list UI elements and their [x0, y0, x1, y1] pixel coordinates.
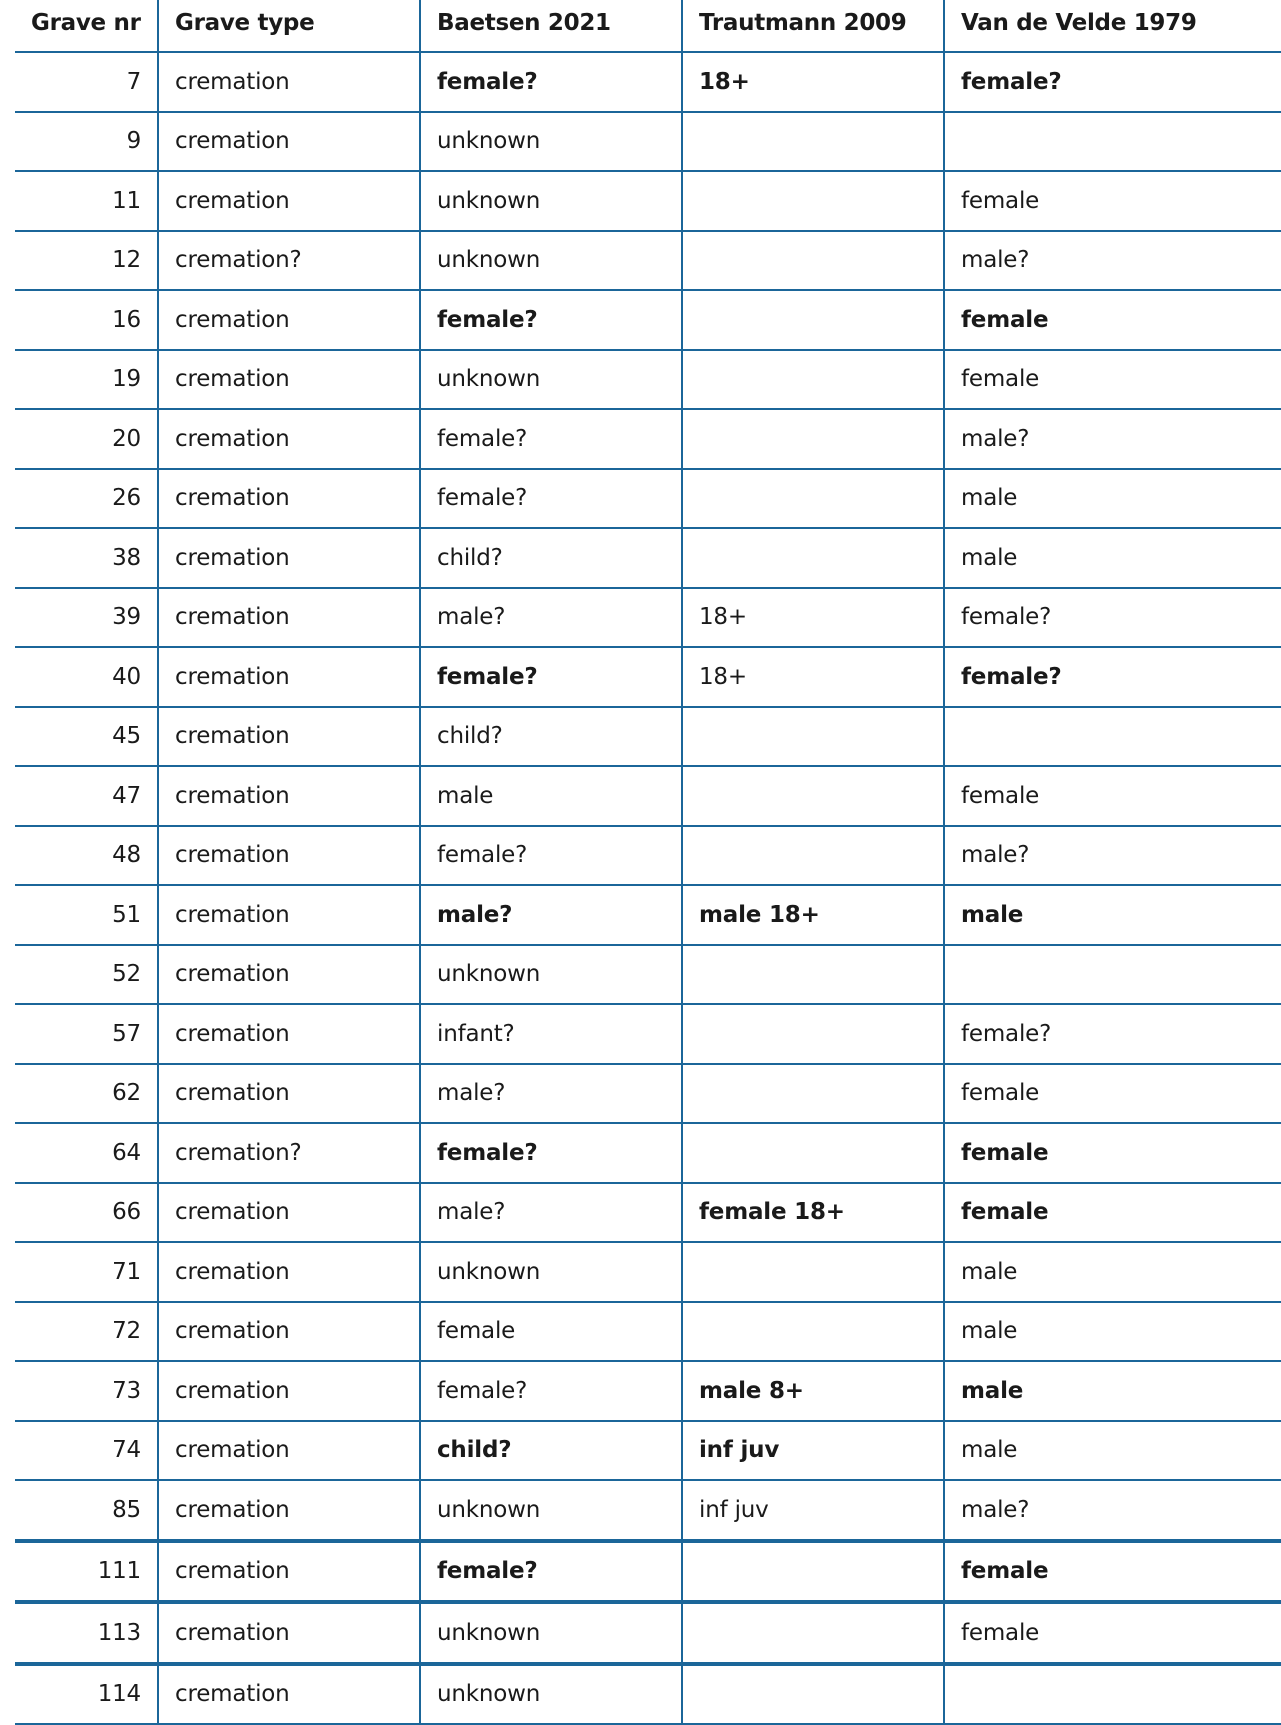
- baetsen-cell: female?: [420, 290, 682, 350]
- baetsen-cell: child?: [420, 528, 682, 588]
- grave-nr-cell: 45: [112, 723, 141, 750]
- grave-type-cell: cremation: [158, 826, 420, 886]
- header-row: [15, 0, 1281, 52]
- van-de-velde-cell: female?: [944, 52, 1281, 112]
- baetsen-cell: female?: [420, 1541, 682, 1603]
- baetsen-cell: female?: [420, 647, 682, 707]
- grave-nr-cell: 48: [112, 842, 141, 869]
- trautmann-cell: 18+: [682, 52, 944, 112]
- grave-type-cell: cremation: [158, 1421, 420, 1481]
- table-row: [15, 290, 1281, 350]
- baetsen-cell: female?: [420, 52, 682, 112]
- grave-nr-cell: 66: [112, 1199, 141, 1226]
- grave-nr-cell: 85: [112, 1496, 141, 1523]
- grave-nr-cell: 52: [112, 961, 141, 988]
- trautmann-cell: female 18+: [682, 1183, 944, 1243]
- grave-type-cell: cremation: [158, 1541, 420, 1603]
- table-row: [15, 707, 1281, 767]
- grave-type-cell: cremation: [158, 1183, 420, 1243]
- table-row: [15, 409, 1281, 469]
- table-row: [15, 885, 1281, 945]
- grave-type-cell: cremation: [158, 885, 420, 945]
- header-baetsen-2021: Baetsen 2021: [420, 0, 682, 52]
- baetsen-cell: unknown: [420, 350, 682, 410]
- header-grave-nr: Grave nr: [31, 9, 141, 36]
- grave-nr-cell: 9: [126, 128, 141, 155]
- van-de-velde-cell: [944, 945, 1281, 1005]
- grave-nr-cell: 11: [112, 187, 141, 214]
- header-trautmann-2009: Trautmann 2009: [682, 0, 944, 52]
- baetsen-cell: child?: [420, 1421, 682, 1481]
- grave-type-cell: cremation: [158, 1664, 420, 1725]
- grave-type-cell: cremation: [158, 171, 420, 231]
- baetsen-cell: unknown: [420, 171, 682, 231]
- trautmann-cell: [682, 112, 944, 172]
- trautmann-cell: [682, 1664, 944, 1725]
- van-de-velde-cell: female?: [944, 1004, 1281, 1064]
- grave-type-cell: cremation: [158, 350, 420, 410]
- trautmann-cell: [682, 409, 944, 469]
- trautmann-cell: [682, 1064, 944, 1124]
- trautmann-cell: [682, 231, 944, 291]
- table-header: [15, 0, 1281, 52]
- grave-nr-cell: 62: [112, 1080, 141, 1107]
- table-row: [15, 231, 1281, 291]
- trautmann-cell: [682, 290, 944, 350]
- table-row: [15, 112, 1281, 172]
- table-row: [15, 171, 1281, 231]
- trautmann-cell: [682, 1602, 944, 1664]
- grave-type-cell: cremation: [158, 409, 420, 469]
- table-row: [15, 1421, 1281, 1481]
- baetsen-cell: infant?: [420, 1004, 682, 1064]
- baetsen-cell: female?: [420, 409, 682, 469]
- van-de-velde-cell: male?: [944, 409, 1281, 469]
- trautmann-cell: male 8+: [682, 1361, 944, 1421]
- table-row: [15, 1123, 1281, 1183]
- trautmann-cell: [682, 1302, 944, 1362]
- table-row: [15, 826, 1281, 886]
- grave-type-cell: cremation: [158, 112, 420, 172]
- grave-type-cell: cremation: [158, 707, 420, 767]
- van-de-velde-cell: [944, 707, 1281, 767]
- table-row: [15, 945, 1281, 1005]
- trautmann-cell: [682, 1123, 944, 1183]
- baetsen-cell: unknown: [420, 1242, 682, 1302]
- table-row: [15, 1004, 1281, 1064]
- grave-type-cell: cremation: [158, 1602, 420, 1664]
- van-de-velde-cell: male: [944, 885, 1281, 945]
- van-de-velde-cell: female?: [944, 588, 1281, 648]
- table-row: [15, 469, 1281, 529]
- baetsen-cell: male?: [420, 1064, 682, 1124]
- table-row: [15, 350, 1281, 410]
- header-grave-type: Grave type: [158, 0, 420, 52]
- table-row: [15, 766, 1281, 826]
- grave-type-cell: cremation: [158, 290, 420, 350]
- van-de-velde-cell: [944, 1664, 1281, 1725]
- grave-nr-cell: 39: [112, 604, 141, 631]
- grave-type-cell: cremation: [158, 52, 420, 112]
- grave-nr-cell: 74: [112, 1437, 141, 1464]
- trautmann-cell: inf juv: [682, 1421, 944, 1481]
- header-van-de-velde-1979: Van de Velde 1979: [944, 0, 1281, 52]
- trautmann-cell: male 18+: [682, 885, 944, 945]
- van-de-velde-cell: male: [944, 1361, 1281, 1421]
- grave-type-cell: cremation?: [158, 231, 420, 291]
- table-row: [15, 52, 1281, 112]
- van-de-velde-cell: male: [944, 528, 1281, 588]
- grave-type-cell: cremation: [158, 469, 420, 529]
- grave-data-table: [15, 0, 1281, 1725]
- trautmann-cell: [682, 350, 944, 410]
- grave-nr-cell: 57: [112, 1020, 141, 1047]
- grave-type-cell: cremation: [158, 1361, 420, 1421]
- grave-nr-cell: 47: [112, 782, 141, 809]
- trautmann-cell: [682, 1541, 944, 1603]
- van-de-velde-cell: female: [944, 350, 1281, 410]
- trautmann-cell: [682, 469, 944, 529]
- table-row: [15, 1480, 1281, 1541]
- van-de-velde-cell: male: [944, 469, 1281, 529]
- table-row: [15, 1183, 1281, 1243]
- baetsen-cell: female?: [420, 826, 682, 886]
- table-row: [15, 1064, 1281, 1124]
- table-row: [15, 1602, 1281, 1664]
- grave-nr-cell: 20: [112, 425, 141, 452]
- trautmann-cell: [682, 826, 944, 886]
- grave-nr-cell: 72: [112, 1318, 141, 1345]
- van-de-velde-cell: male: [944, 1302, 1281, 1362]
- grave-nr-cell: 16: [112, 306, 141, 333]
- table-row: [15, 1242, 1281, 1302]
- van-de-velde-cell: female: [944, 1064, 1281, 1124]
- van-de-velde-cell: male?: [944, 1480, 1281, 1541]
- grave-type-cell: cremation: [158, 945, 420, 1005]
- baetsen-cell: female: [420, 1302, 682, 1362]
- grave-nr-cell: 111: [97, 1558, 141, 1585]
- baetsen-cell: female?: [420, 469, 682, 529]
- trautmann-cell: [682, 1004, 944, 1064]
- table-row: [15, 1361, 1281, 1421]
- grave-nr-cell: 113: [97, 1619, 141, 1646]
- grave-nr-cell: 7: [126, 68, 141, 95]
- table-row: [15, 1541, 1281, 1603]
- grave-nr-cell: 73: [112, 1377, 141, 1404]
- grave-nr-cell: 38: [112, 544, 141, 571]
- table-body: [15, 52, 1281, 1724]
- grave-type-cell: cremation: [158, 1004, 420, 1064]
- grave-nr-cell: 71: [112, 1258, 141, 1285]
- trautmann-cell: [682, 171, 944, 231]
- grave-type-cell: cremation: [158, 1242, 420, 1302]
- van-de-velde-cell: male: [944, 1242, 1281, 1302]
- trautmann-cell: [682, 528, 944, 588]
- grave-nr-cell: 40: [112, 663, 141, 690]
- table-row: [15, 1664, 1281, 1725]
- van-de-velde-cell: male?: [944, 231, 1281, 291]
- baetsen-cell: male?: [420, 1183, 682, 1243]
- trautmann-cell: [682, 707, 944, 767]
- table-row: [15, 588, 1281, 648]
- grave-type-cell: cremation: [158, 1302, 420, 1362]
- grave-type-cell: cremation: [158, 1064, 420, 1124]
- grave-type-cell: cremation: [158, 588, 420, 648]
- grave-type-cell: cremation: [158, 1480, 420, 1541]
- baetsen-cell: female?: [420, 1361, 682, 1421]
- baetsen-cell: male?: [420, 588, 682, 648]
- baetsen-cell: child?: [420, 707, 682, 767]
- van-de-velde-cell: female: [944, 290, 1281, 350]
- van-de-velde-cell: female?: [944, 647, 1281, 707]
- baetsen-cell: unknown: [420, 231, 682, 291]
- van-de-velde-cell: female: [944, 1123, 1281, 1183]
- trautmann-cell: 18+: [682, 647, 944, 707]
- van-de-velde-cell: male?: [944, 826, 1281, 886]
- van-de-velde-cell: female: [944, 1541, 1281, 1603]
- baetsen-cell: male: [420, 766, 682, 826]
- table-row: [15, 647, 1281, 707]
- baetsen-cell: unknown: [420, 1480, 682, 1541]
- grave-nr-cell: 51: [112, 901, 141, 928]
- van-de-velde-cell: female: [944, 171, 1281, 231]
- grave-type-cell: cremation: [158, 647, 420, 707]
- trautmann-cell: [682, 945, 944, 1005]
- van-de-velde-cell: male: [944, 1421, 1281, 1481]
- grave-type-cell: cremation: [158, 528, 420, 588]
- baetsen-cell: unknown: [420, 945, 682, 1005]
- trautmann-cell: [682, 1242, 944, 1302]
- table-row: [15, 1302, 1281, 1362]
- table-row: [15, 528, 1281, 588]
- grave-nr-cell: 12: [112, 247, 141, 274]
- baetsen-cell: unknown: [420, 112, 682, 172]
- baetsen-cell: male?: [420, 885, 682, 945]
- baetsen-cell: female?: [420, 1123, 682, 1183]
- grave-type-cell: cremation: [158, 766, 420, 826]
- baetsen-cell: unknown: [420, 1602, 682, 1664]
- grave-nr-cell: 114: [97, 1681, 141, 1708]
- van-de-velde-cell: female: [944, 1602, 1281, 1664]
- grave-nr-cell: 64: [112, 1139, 141, 1166]
- grave-nr-cell: 19: [112, 366, 141, 393]
- van-de-velde-cell: [944, 112, 1281, 172]
- van-de-velde-cell: female: [944, 766, 1281, 826]
- grave-nr-cell: 26: [112, 485, 141, 512]
- trautmann-cell: 18+: [682, 588, 944, 648]
- trautmann-cell: inf juv: [682, 1480, 944, 1541]
- grave-type-cell: cremation?: [158, 1123, 420, 1183]
- baetsen-cell: unknown: [420, 1664, 682, 1725]
- trautmann-cell: [682, 766, 944, 826]
- van-de-velde-cell: female: [944, 1183, 1281, 1243]
